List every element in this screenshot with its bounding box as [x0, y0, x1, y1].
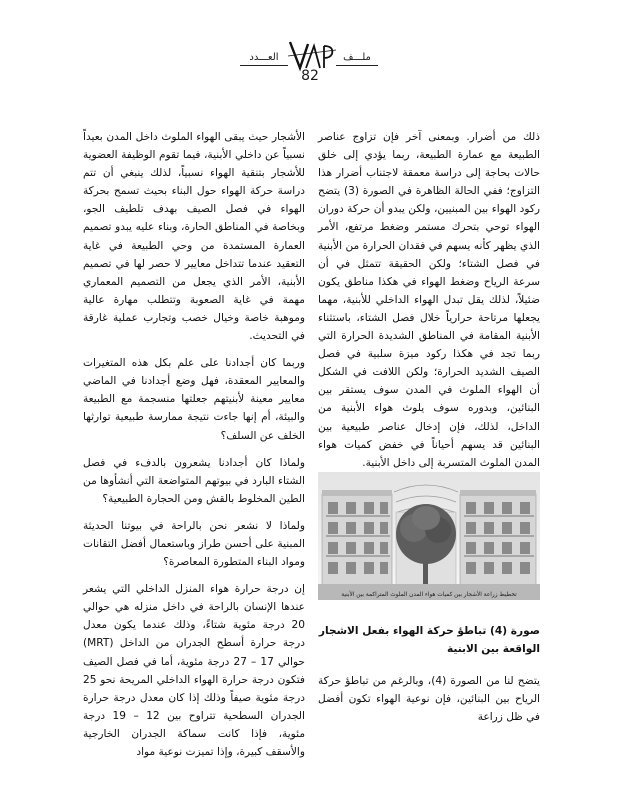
- left-paragraph-1: الأشجار حيث يبقى الهواء الملوث داخل المدن بعيداً نسبياً عن داخلي الأبنية، فيما تقوم الوظيفة العضوية للأشجار بتنقية الهواء نسبياً، لذلك ينبغي أن تتم دراسة حركة الهواء حول البناء بحيث تسمح بحركة الهواء في فصل الصيف بهدف تلطيف الجو، وبخاصة في المناطق الحارة، وبناء عليه يبدو تصميم العمارة المستمدة من وحي الطبيعة في غاية التعقيد عندما تتداخل معايير لا حصر لها في تصميم الأبنية، الأمر الذي يجعل من التصميم المعماري مهمة في غاية الصعوبة وتتطلب مهارة عالية وموهبة خاصة وخيال خصب وتجارب عملية غارقة في التحديث.: [83, 131, 305, 343]
- left-paragraph-3: ولماذا كان أجدادنا يشعرون بالدفء في فصل الشتاء البارد في بيوتهم المتواضعة التي أنشأوها من الطين المخلوط بالقش ومن الحجارة الطبيعية؟: [83, 456, 305, 505]
- issue-label: العـــدد: [249, 52, 279, 63]
- right-column: [318, 128, 540, 481]
- left-column: [83, 128, 305, 770]
- page-header: [0, 38, 621, 88]
- right-paragraph-2: يتضح لنا من الصورة (4)، وبالرغم من تباطؤ حركة الرياح بين البنائين، فإن نوعية الهواء تكون أفضل في ظل زراعة: [318, 675, 540, 724]
- right-column-bottom: [318, 672, 540, 726]
- header-rule-right: [336, 65, 378, 66]
- right-paragraph-1: ذلك من أضرار. وبمعنى آخر فإن تزاوج عناصر الطبيعة مع عمارة الطبيعة، ربما يؤدي إلى خلق حالات بحاجة إلى دراسة معمقة لاجتناب أضرار هذا التزاوج؛ ففي الحالة الظاهرة في الصورة (3) يتضح ركود الهواء بين المبنيين، ولكن يبدو أن حركة دوران الهواء توحي بتحرك مستمر وضغط مرتفع، الأمر الذي يظهر كأنه يسهم في فقدان الحرارة من الأبنية في فصل الشتاء؛ ولكن الحقيقة تتمثل في أن سرعة الرياح وضغط الهواء في هكذا مناطق يكون ضئيلاً، لذلك يقل تبدل الهواء الداخلي للأبنية، مهما يجعلها مرتاحة حرارياً خلال فصل الشتاء، باستثناء الأبنية المقامة في المناطق الشديدة الحرارة التي ربما تجد في هكذا ركود ميزة سلبية في فصل الصيف الشديد الحرارة؛ ولكن اللافت في الشكل أن الهواء الملوث في المدن سوف يستقر بين البنائين، وبدوره سوف يلوث هواء الأبنية من الداخل، لذلك، فإن إدخال عناصر طبيعية بين البنائين قد يسهم أحياناً في خفض كميات هواء المدن الملوث المتسربة إلى داخل الأبنية.: [318, 131, 540, 469]
- header-rule-left: [240, 65, 288, 66]
- page-number: 82: [301, 68, 319, 84]
- figure-caption: صورة (4) تباطؤ حركة الهواء بفعل الاشجار الواقعة بين الابنية: [318, 625, 540, 655]
- figure-photo: [318, 472, 540, 600]
- left-paragraph-4: ولماذا لا نشعر نحن بالراحة في بيوتنا الحديثة المبنية على أحسن طراز وباستعمال أفضل التقانات ومواد البناء المتطورة المعاصرة؟: [83, 519, 305, 569]
- section-label: ملـــف: [343, 52, 371, 63]
- left-paragraph-5: إن درجة حرارة هواء المنزل الداخلي التي يشعر عندها الإنسان بالراحة في داخل منزله هي حوالي 20 درجة مئوية شتاءً، وذلك عندما يكون معدل درجة حرارة أسطح الجدران من الداخل (MRT) حوالي 17 – 27 درجة مئوية، أما في فصل الصيف فتكون درجة حرارة الهواء الداخلي المريحة نحو 25 درجة مئوية صيفاً وذلك إذا كان معدل درجة حرارة الجدران السطحية تتراوح بين 12 – 19 درجة مئوية، فإذا كانت سماكة الجدران الخارجية والأسقف كبيرة، وإذا تميزت نوعية مواد: [83, 583, 305, 758]
- figure-overlay-text: تخطيط زراعة الأشجار بين كميات هواء المدن الملوث المتراكمة بين الأبنية: [341, 592, 517, 598]
- left-paragraph-2: وربما كان أجدادنا على علم بكل هذه المتغيرات والمعايير المعقدة، فهل وضع أجدادنا في الماضي معايير معينة لأبنيتهم جعلتها منسجمة مع الطبيعة والبيئة، أم إنها جاءت نتيجة ممارسة طبيعية توارثها الخلف عن السلف؟: [83, 357, 305, 442]
- building-trees-illustration: [318, 472, 540, 600]
